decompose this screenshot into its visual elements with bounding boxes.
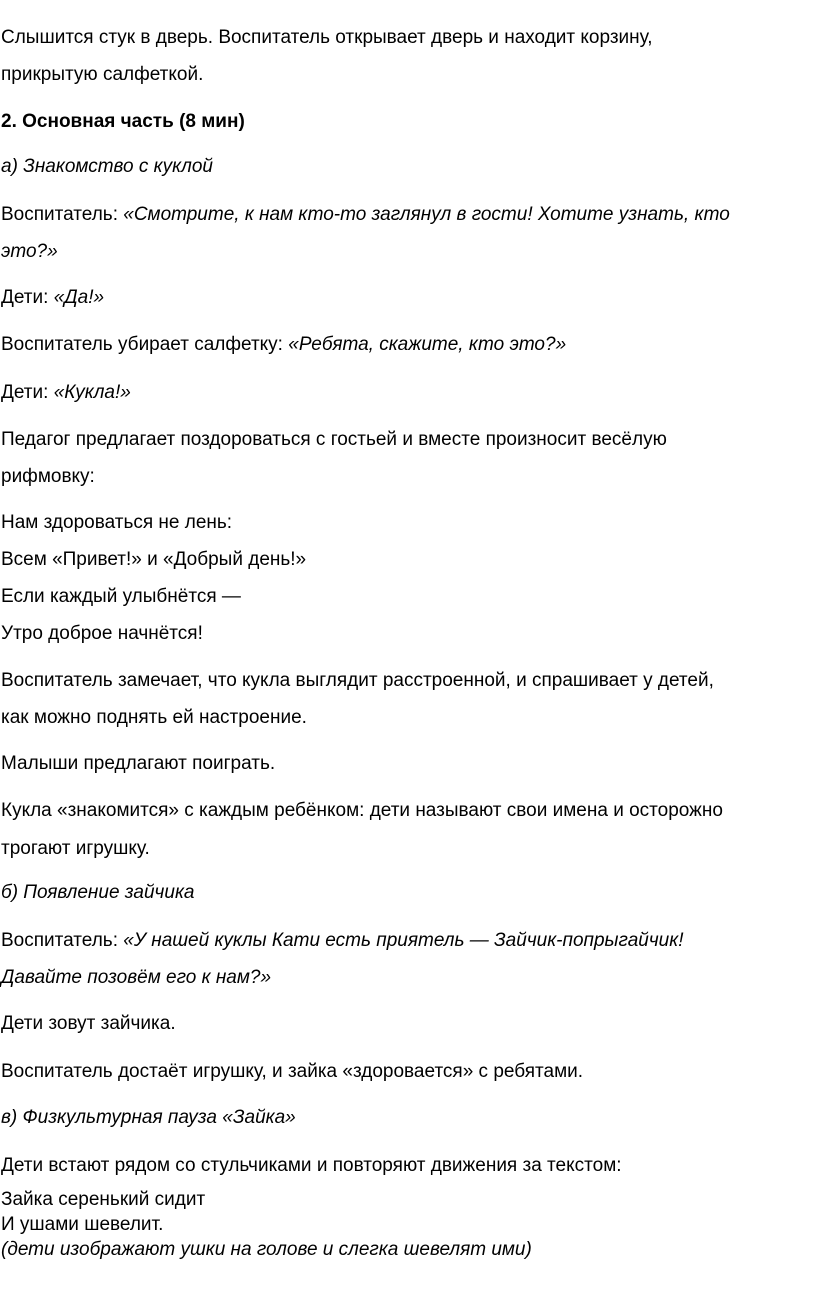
paragraph-line: прикрытую салфеткой. — [1, 64, 204, 85]
subsection-heading: в) Физкультурная пауза «Зайка» — [1, 1107, 296, 1128]
paragraph-line: как можно поднять ей настроение. — [1, 707, 307, 728]
paragraph-line — [1, 382, 131, 404]
verse-line: Всем «Привет!» и «Добрый день!» — [1, 549, 307, 570]
quote-text: это?» — [1, 241, 58, 262]
speaker-label: Воспитатель: — [1, 930, 124, 951]
quote-text: «Ребята, скажите, кто это?» — [288, 334, 567, 355]
quote-text: «Да!» — [53, 287, 105, 308]
verse-note: (дети изображают ушки на голове и слегка шевелят ими) — [1, 1239, 532, 1260]
speaker-label: Дети: — [1, 287, 54, 308]
quote-text: «Кукла!» — [53, 382, 131, 403]
paragraph-line: Воспитатель замечает, что кукла выглядит расстроенной, и спрашивает у детей, — [1, 670, 714, 691]
paragraph-line: Дети зовут зайчика. — [1, 1013, 176, 1034]
verse-line: Нам здороваться не лень: — [1, 512, 233, 533]
quote-text: Давайте позовём его к нам?» — [1, 967, 272, 988]
section-heading: 2. Основная часть (8 мин) — [1, 111, 245, 132]
speaker-label: Воспитатель убирает салфетку: — [1, 334, 289, 355]
paragraph-line: рифмовку: — [1, 466, 95, 487]
speaker-label: Дети: — [1, 382, 54, 403]
paragraph-line: Малыши предлагают поиграть. — [1, 753, 276, 774]
verse-line: Зайка серенький сидит — [1, 1189, 206, 1210]
paragraph-line — [1, 334, 566, 356]
paragraph-line: Кукла «знакомится» с каждым ребёнком: дети называют свои имена и осторожно — [1, 800, 723, 821]
verse-line: Если каждый улыбнётся — — [1, 586, 241, 607]
subsection-heading: а) Знакомство с куклой — [1, 156, 213, 177]
quote-text: «Смотрите, к нам кто-то заглянул в гости! Хотите узнать, кто — [123, 204, 730, 225]
paragraph-line: Слышится стук в дверь. Воспитатель открывает дверь и находит корзину, — [1, 27, 653, 48]
paragraph-line: Воспитатель достаёт игрушку, и зайка «здоровается» с ребятами. — [1, 1061, 584, 1082]
paragraph-line — [1, 287, 104, 309]
verse-line: И ушами шевелит. — [1, 1214, 164, 1235]
subsection-heading: б) Появление зайчика — [1, 882, 195, 903]
paragraph-line — [1, 204, 730, 226]
paragraph-line: Педагог предлагает поздороваться с гостьей и вместе произносит весёлую — [1, 429, 667, 450]
paragraph-line: Дети встают рядом со стульчиками и повторяют движения за текстом: — [1, 1155, 622, 1176]
paragraph-line: трогают игрушку. — [1, 838, 150, 859]
paragraph-line — [1, 930, 683, 952]
verse-line: Утро доброе начнётся! — [1, 623, 203, 644]
quote-text: «У нашей куклы Кати есть приятель — Зайчик-попрыгайчик! — [123, 930, 684, 951]
speaker-label: Воспитатель: — [1, 204, 124, 225]
